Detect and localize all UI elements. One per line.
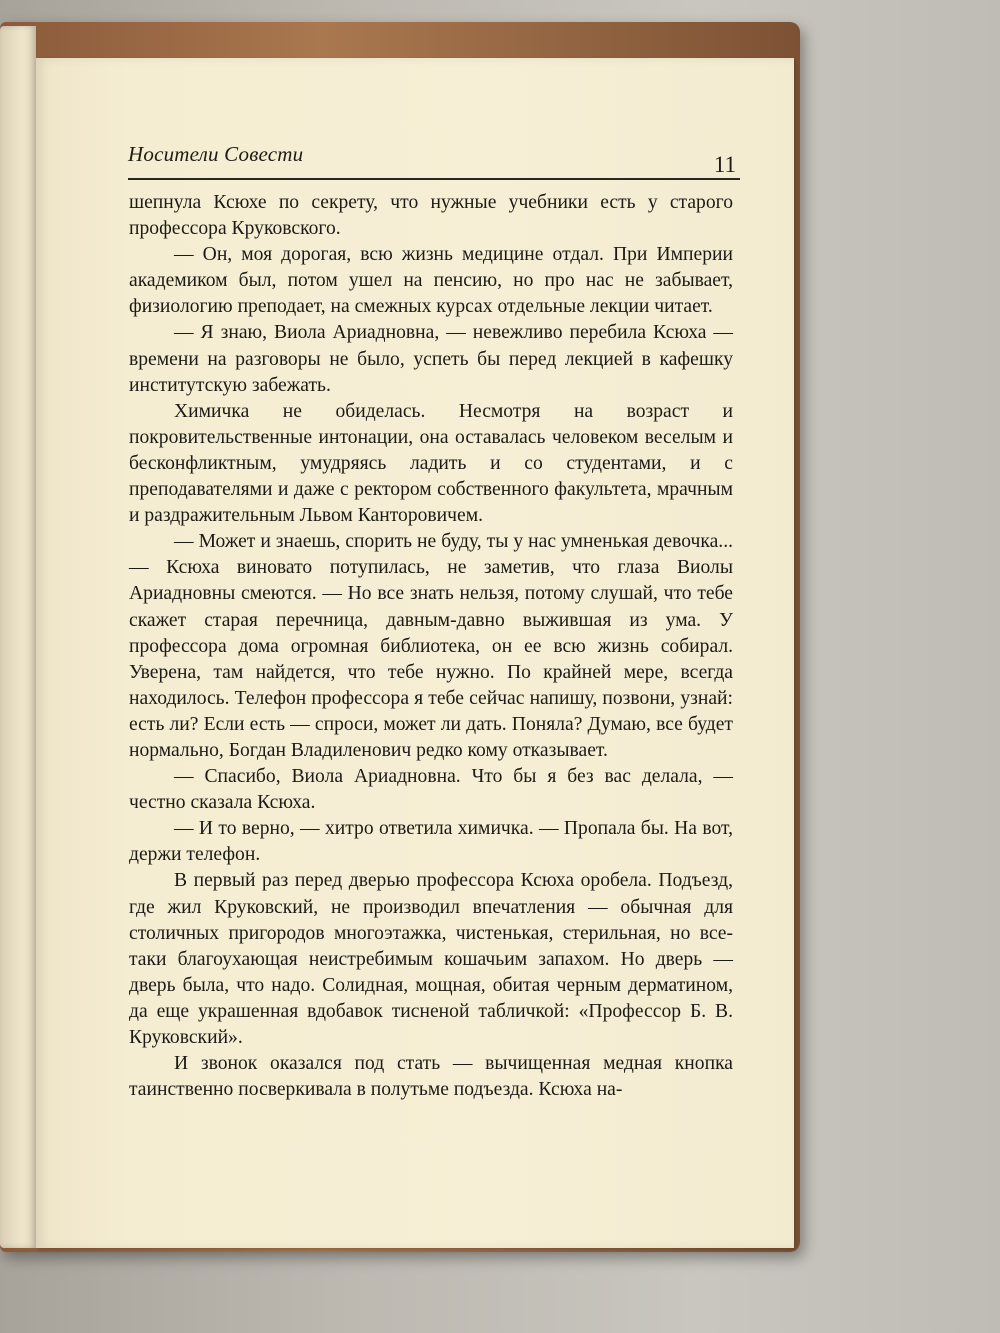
paragraph: шепнула Ксюхе по секрету, что нужные учебники есть у старого профессора Круковского. (129, 192, 733, 240)
paragraph: — Может и знаешь, спорить не буду, ты у нас умненькая девочка... — Ксюха виновато потупилась, не заметив, что глаза Виолы Ариадновны смеются. — Но все знать нельзя, потому слушай, что тебе скажет старая перечница, давным-давно выжившая из ума. У профессора дома огромная библиотека, он ее всю жизнь собирал. Уверена, там найдется, что тебе нужно. По крайней мере, всегда находилось. Телефон профессора я тебе сейчас напишу, позвони, узнай: есть ли? Если есть — спроси, может ли дать. Поняла? Думаю, все будет нормально, Богдан Владиленович редко кому отказывает. (129, 531, 733, 761)
running-head (92, 90, 740, 180)
paragraph: В первый раз перед дверью профессора Ксюха оробела. Подъезд, где жил Круковский, не производил впечатления — обычная для столичных пригородов многоэтажка, чистенькая, стерильная, но все-таки благоухающая неистребимым кошачьим запахом. Но дверь — дверь была, что надо. Солидная, мощная, обитая черным дерматином, да еще украшенная вдобавок тисненой табличкой: «Профессор Б. В. Круковский». (129, 870, 733, 1048)
header-rule (128, 178, 740, 180)
paragraph: — Он, моя дорогая, всю жизнь медицине отдал. При Империи академиком был, потом ушел на пенсию, но про нас не забывает, физиологию преподает, на смежных курсах отдельные лекции читает. (129, 244, 733, 318)
paragraph: — И то верно, — хитро ответила химичка. — Пропала бы. На вот, держи телефон. (129, 818, 733, 866)
paragraph: И звонок оказался под стать — вычищенная медная кнопка таинственно посверкивала в полутьме подъезда. Ксюха на- (129, 1053, 733, 1101)
page-number: 11 (713, 152, 736, 177)
page-stack-edge (0, 26, 36, 1248)
paragraph: — Я знаю, Виола Ариадновна, — невежливо перебила Ксюха — времени на разговоры не было, успеть бы перед лекцией в кафешку институтскую забежать. (129, 322, 733, 396)
paragraph: Химичка не обиделась. Несмотря на возраст и покровительственные интонации, она оставалась человеком веселым и бесконфликтным, умудряясь ладить и со студентами, и с преподавателями и даже с ректором собственного факультета, мрачным и раздражительным Львом Канторовичем. (129, 400, 733, 527)
paragraph: — Спасибо, Виола Ариадновна. Что бы я без вас делала, — честно сказала Ксюха. (129, 766, 733, 814)
body-text (129, 190, 733, 1103)
running-title: Носители Совести (128, 142, 304, 166)
